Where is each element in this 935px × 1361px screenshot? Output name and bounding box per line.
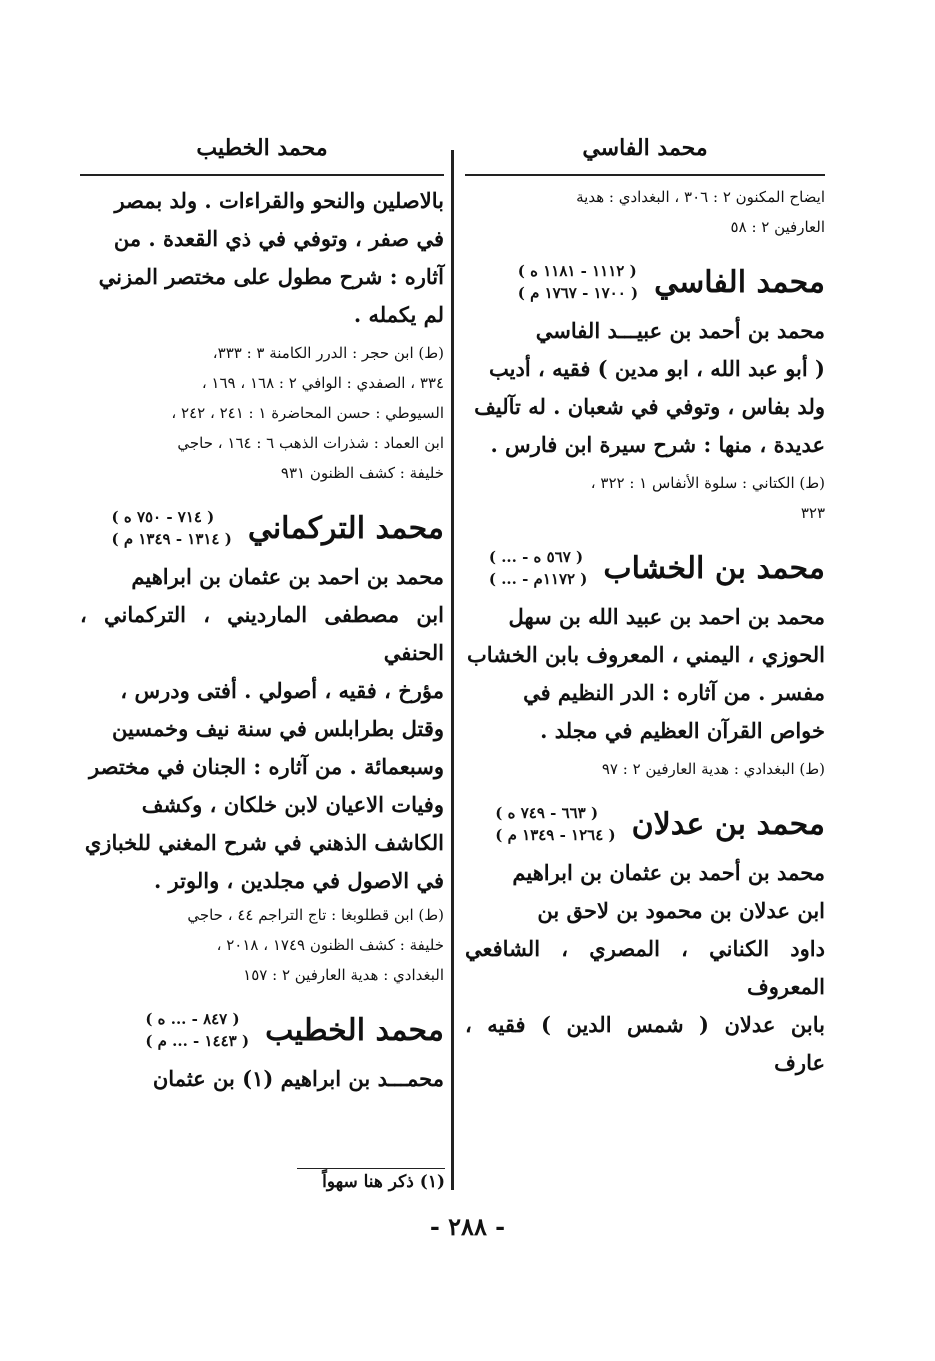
entry-name: محمد التركماني [247,510,444,546]
entry-body: محمد بن أحمد بن عثمان بن ابراهيم ابن عدلان بن محمود بن لاحق بن داود الكناني ، المصري ، الشافعي المعروف بابن عدلان ( شمس الدين ) فقيه ، عارف [465,860,825,1075]
entry-references: (ط) الكتاني : سلوة الأنفاس ١ : ٣٢٢ ، ٣٢٣ [590,474,825,522]
entry-body: محمد بن احمد بن عبيد الله بن سهل الحوزي ، اليمني ، المعروف بابن الخشاب مفسر . من آثاره : الدر النظيم في خواص القرآن العظيم في مجلد . [467,604,825,743]
continued-body: بالاصلين والنحو والقراءات . ولد بمصر في صفر ، وتوفي في ذي القعدة . من آثاره : شرح مطول على مختصر المزني لم يكمله . [98,188,444,327]
entry-dates: ( ١١١٢ - ١١٨١ ه ) ( ١٧٠٠ - ١٧٦٧ م ) [517,262,639,302]
left-column [80,128,444,1098]
entry-body: محمـــد بن ابراهيم (١) بن عثمان [152,1066,444,1091]
column-divider [451,150,454,1190]
entry-dates: ( ٦٦٣ - ٧٤٩ ه ) ( ١٢٦٤ - ١٣٤٩ م ) [495,804,616,844]
entry-turkmani [80,506,444,990]
entry-body: محمد بن احمد بن عثمان بن ابراهيم ابن مصطفى المارديني ، التركماني ، الحنفي مؤرخ ، فقيه ، أصولي . أفتى ودرس ، وقتل بطرابلس في سنة نيف وخمسين وسبعمائة . من آثاره : الجنان في مختصر وفيات الاعيان لابن خلكان ، وكشف الكاشف الذهني في شرح المغني للخبازي في الاصول في مجلدين ، والوتر . [80,564,444,893]
entry-references: (ط) ابن قطلوبغا : تاج التراجم ٤٤ ، حاجي خليفة : كشف الظنون ١٧٤٩ ، ٢٠١٨ ، البغدادي : هدية العارفين ٢ : ١٥٧ [187,906,444,984]
footnote: (١) ذكر هنا سهواً [322,1172,445,1192]
footnote-separator [297,1168,445,1169]
entry-khashshab [465,546,825,784]
left-column-header: محمد الخطيب [80,128,444,176]
entry-dates: ( ... - ٥٦٧ ه ) ( ... - ١١٧٢م ) [488,548,588,588]
page-number: - ٢٨٨ - [429,1212,506,1241]
right-column-header: محمد الفاسي [465,128,825,176]
entry-name: محمد بن عدلان [631,806,825,842]
entry-dates: ( ٨٤٧ - ... ه ) ( ١٤٤٣ - ... م ) [145,1010,250,1050]
entry-dates: ( ٧١٤ - ٧٥٠ ه ) ( ١٣١٤ - ١٣٤٩ م ) [111,508,232,548]
entry-fasi [465,260,825,528]
continued-references: (ط) ابن حجر : الدرر الكامنة ٣ : ٣٣٣، ٣٣٤ ، الصفدي : الوافي ٢ : ١٦٨ ، ١٦٩ ، السيوطي : حسن المحاضرة ١ : ٢٤١ ، ٢٤٢ ، ابن العماد : شذرات الذهب ٦ : ١٦٤ ، حاجي خليفة : كشف الظنون ٩٣١ [171,344,444,482]
entry-references: (ط) البغدادي : هدية العارفين ٢ : ٩٧ [601,760,825,778]
entry-khatib [80,1008,444,1098]
entry-name: محمد بن الخشاب [603,550,825,586]
entry-name: محمد الفاسي [654,264,825,300]
entry-adlan [465,802,825,1082]
entry-name: محمد الخطيب [265,1012,444,1048]
entry-body: محمد بن أحمد بن عبيـــد الفاسي ( أبو عبد الله ، ابو مدين ) فقيه ، أديب ولد بفاس ، وتوفي في شعبان . له تآليف عديدة ، منها : شرح سيرة ابن فارس . [474,318,825,457]
right-column [465,128,825,1082]
intro-reference: ايضاح المكنون ٢ : ٣٠٦ ، البغدادي : هدية العارفين ٢ : ٥٨ [576,188,825,236]
